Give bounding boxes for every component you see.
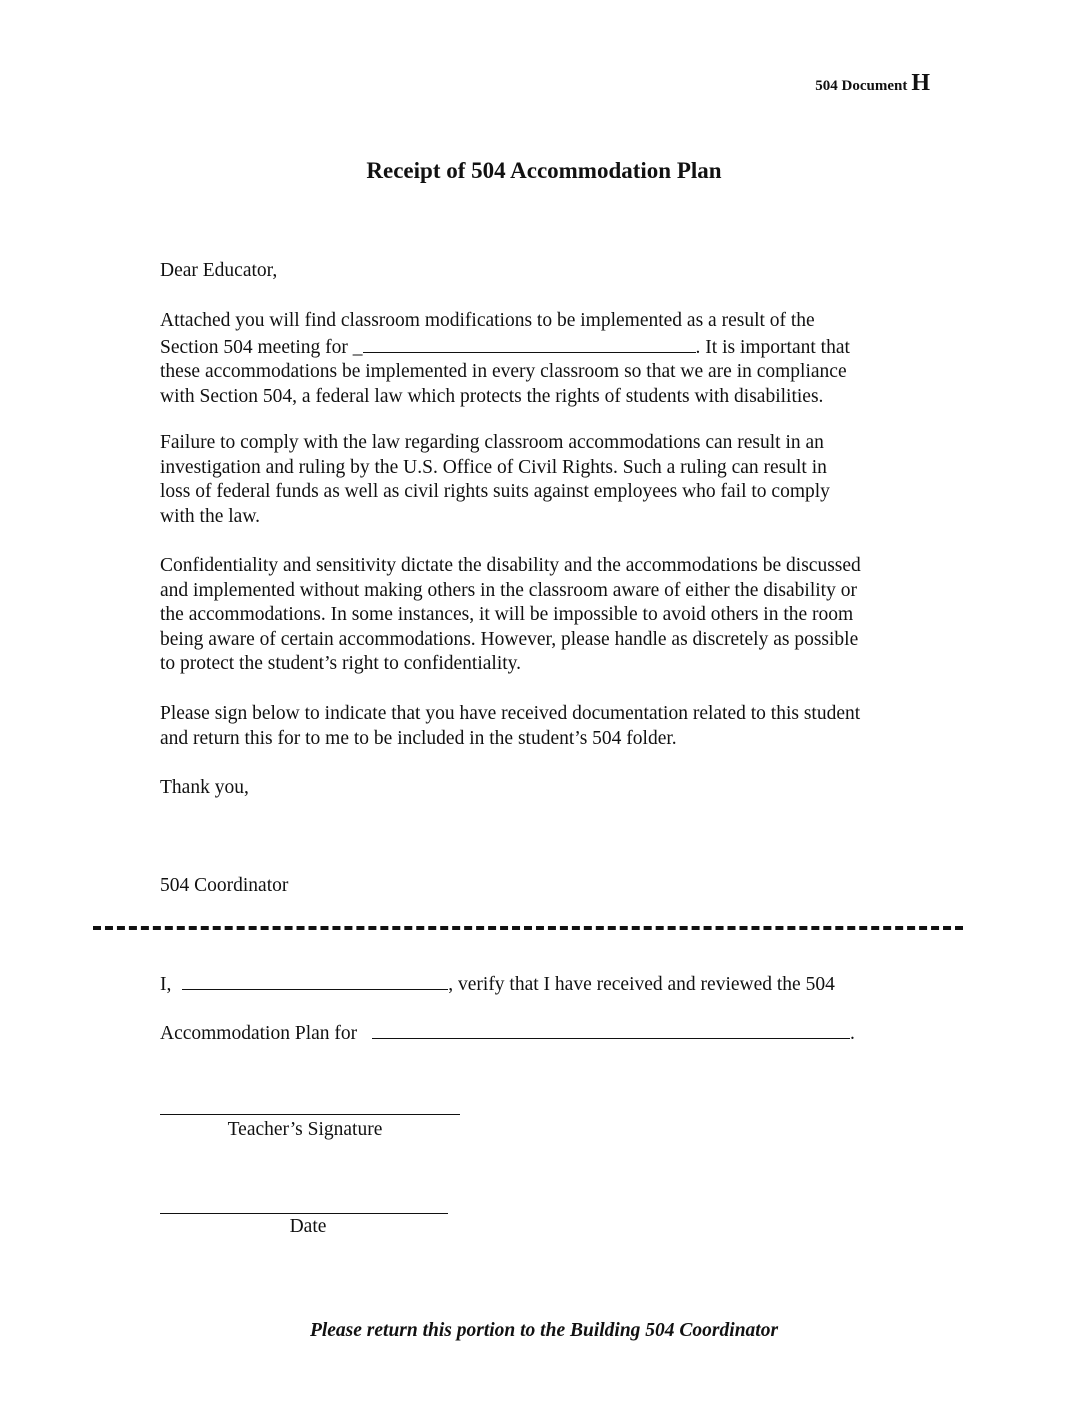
teacher-signature-label: Teacher’s Signature	[227, 1119, 383, 1140]
important-text: . It is important that	[695, 336, 850, 358]
paragraph-2-line: with the law.	[160, 505, 261, 527]
paragraph-1-line-2	[160, 334, 940, 361]
page-title: Receipt of 504 Accommodation Plan	[366, 158, 722, 183]
paragraph-4-line: and return this for to me to be included in the student’s 504 folder.	[160, 727, 677, 749]
cut-line-divider	[93, 926, 963, 930]
teacher-signature-line[interactable]	[160, 1114, 460, 1115]
document-label	[815, 70, 930, 97]
paragraph-2-line: loss of federal funds as well as civil rights suits against employees who fail to comply	[160, 481, 830, 503]
student-name-blank[interactable]	[363, 334, 696, 353]
date-line[interactable]	[160, 1213, 448, 1214]
verify-prefix: I,	[160, 974, 172, 995]
paragraph-4-line: Please sign below to indicate that you have received documentation related to this student	[160, 703, 861, 724]
document-letter: H	[911, 70, 930, 96]
document-label-text: 504 Document	[815, 78, 908, 94]
paragraph-2-line: Failure to comply with the law regarding classroom accommodations can result in an	[160, 432, 824, 453]
plan-student-blank[interactable]	[372, 1020, 850, 1039]
paragraph-1-line-4: with Section 504, a federal law which protects the rights of students with disabilities.	[160, 385, 824, 407]
paragraph-2-line: investigation and ruling by the U.S. Office of Civil Rights. Such a ruling can result in	[160, 456, 827, 478]
paragraph-1-line-3: these accommodations be implemented in every classroom so that we are in compliance	[160, 361, 847, 383]
return-instruction: Please return this portion to the Building 504 Coordinator	[309, 1320, 779, 1341]
paragraph-2	[160, 431, 940, 529]
salutation: Dear Educator,	[160, 260, 278, 281]
meeting-for-text: Section 504 meeting for _	[160, 336, 363, 358]
paragraph-3	[160, 554, 940, 677]
paragraph-3-line: to protect the student’s right to confidentiality.	[160, 653, 522, 675]
verify-line	[160, 971, 960, 998]
closing: Thank you,	[160, 777, 249, 798]
paragraph-3-line: the accommodations. In some instances, it will be impossible to avoid others in the room	[160, 604, 854, 626]
paragraph-3-line: Confidentiality and sensitivity dictate the disability and the accommodations be discussed	[160, 555, 861, 576]
plan-period: .	[850, 1023, 855, 1044]
coordinator-signature: 504 Coordinator	[160, 875, 289, 896]
plan-for-label: Accommodation Plan for	[160, 1023, 358, 1044]
paragraph-4	[160, 702, 940, 751]
paragraph-1-line-1: Attached you will find classroom modifications to be implemented as a result of the	[160, 310, 815, 331]
plan-for-line	[160, 1020, 960, 1047]
date-label: Date	[289, 1216, 327, 1237]
paragraph-3-line: and implemented without making others in the classroom aware of either the disability or	[160, 579, 857, 601]
paragraph-1	[160, 309, 940, 409]
verify-suffix: , verify that I have received and reviewed the 504	[448, 974, 835, 995]
teacher-name-blank[interactable]	[182, 971, 448, 990]
paragraph-3-line: being aware of certain accommodations. However, please handle as discretely as possible	[160, 628, 859, 650]
